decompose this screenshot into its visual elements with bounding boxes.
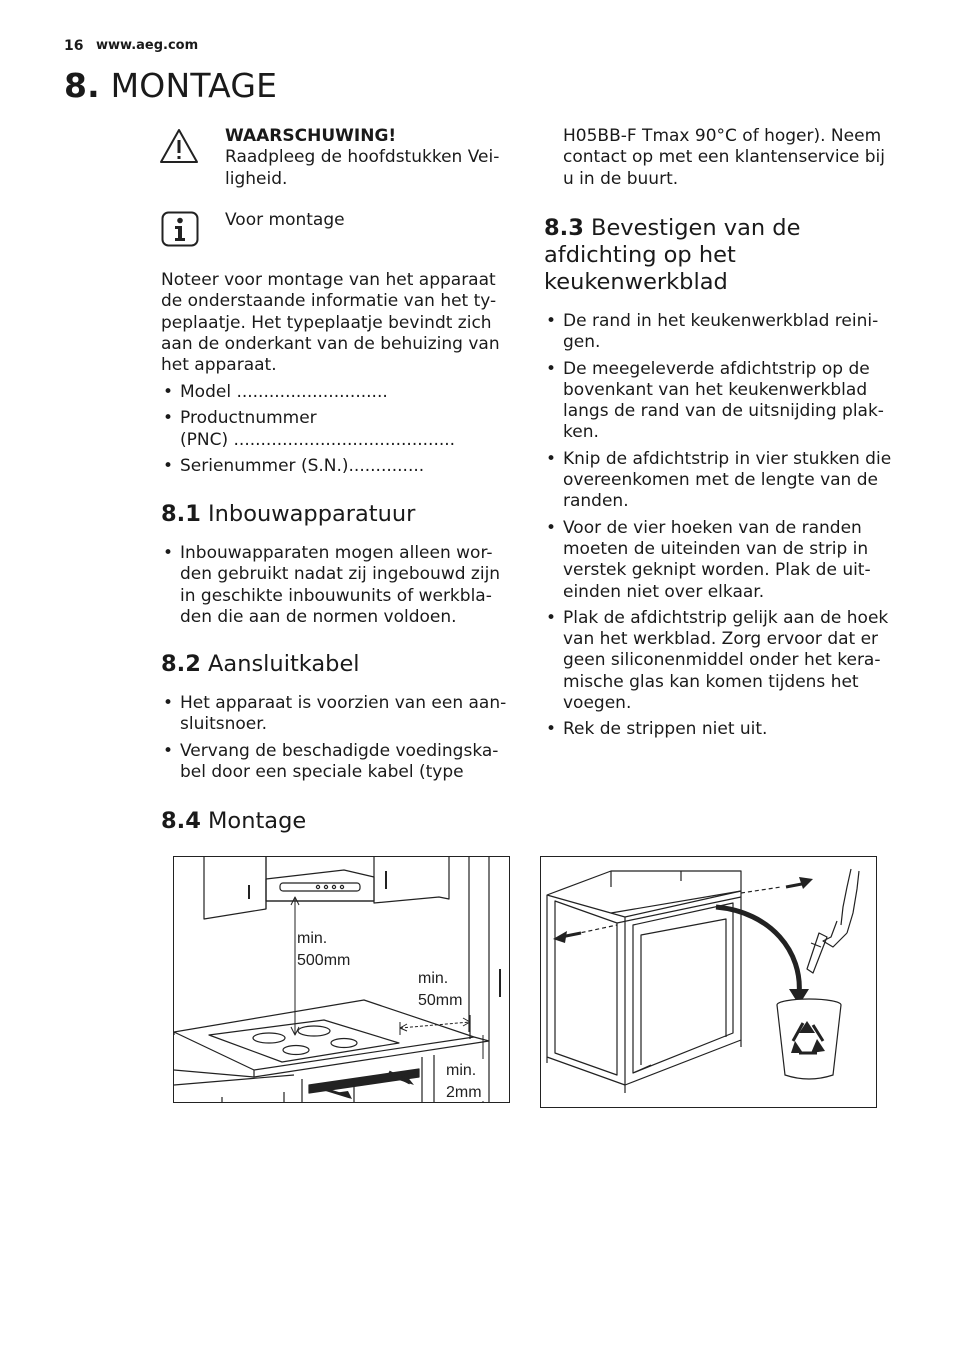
bullet-line: randen. xyxy=(563,491,629,512)
section-8-2-list xyxy=(161,693,521,788)
section-8-1-list xyxy=(161,543,521,633)
bullet-line: in geschikte inbouwunits of werkbla- xyxy=(180,585,492,606)
continuation-line: H05BB-F Tmax 90°C of hoger). Neem xyxy=(563,126,882,146)
bullet-line: • Het apparaat is voorzien van een aan- xyxy=(180,693,507,713)
model-text: Model ............................ xyxy=(180,382,388,402)
bullet-line: ken. xyxy=(563,422,599,443)
warning-triangle-icon xyxy=(158,127,200,165)
pnc-line-1: • Productnummer xyxy=(180,408,317,429)
bullet-line: • De meegeleverde afdichtstrip op de xyxy=(563,358,870,379)
section-8-4-heading xyxy=(161,808,306,835)
cable-continuation xyxy=(563,126,903,190)
intro-line: de onderstaande informatie van het ty- xyxy=(161,291,497,312)
continuation-line: u in de buurt. xyxy=(563,168,679,189)
gap-clearance-min: min. xyxy=(446,1062,477,1079)
section-8-1-heading xyxy=(161,501,415,528)
section-number: 8.3 xyxy=(544,215,584,241)
section-title: Aansluitkabel xyxy=(208,651,360,677)
intro-line: aan de onderkant van de behuizing van xyxy=(161,333,500,354)
bullet-line: bel door een speciale kabel (type xyxy=(180,761,464,782)
info-icon xyxy=(161,211,199,247)
list-item xyxy=(544,608,904,714)
bullet-line: den die aan de normen voldoen. xyxy=(180,606,457,627)
list-item xyxy=(544,449,904,513)
list-item xyxy=(161,693,521,736)
list-item-pnc xyxy=(161,408,521,451)
section-8-2-heading xyxy=(161,651,360,678)
pnc-line-2: (PNC) ......................................... xyxy=(180,429,456,450)
warning-label: WAARSCHUWING! xyxy=(225,126,397,146)
figure-cabinet-preparation xyxy=(540,856,877,1108)
bullet-line: • Rek de strippen niet uit. xyxy=(563,719,768,740)
list-item xyxy=(544,311,904,354)
intro-line: Noteer voor montage van het apparaat xyxy=(161,270,496,290)
intro-line: peplaatje. Het typeplaatje bevindt zich xyxy=(161,312,492,333)
gap-clearance-value: 2mm xyxy=(446,1084,482,1101)
bullet-line: gen. xyxy=(563,332,601,353)
side-clearance-value: 50mm xyxy=(418,992,463,1009)
bullet-line: sluitsnoer. xyxy=(180,714,268,735)
bullet-line: geen siliconenmiddel onder het kera- xyxy=(563,650,881,671)
section-8-3-heading xyxy=(544,215,904,296)
intro-paragraph xyxy=(161,270,521,376)
nameplate-list xyxy=(161,382,521,482)
section-number: 8.1 xyxy=(161,501,201,527)
figure-installation-clearances xyxy=(173,856,510,1103)
section-title: Inbouwapparatuur xyxy=(208,501,416,527)
bullet-line: • Knip de afdichtstrip in vier stukken die xyxy=(563,448,892,469)
chapter-title xyxy=(64,66,277,105)
section-number: 8.4 xyxy=(161,808,201,834)
recycle-bin-icon xyxy=(777,999,841,1079)
bullet-line: einden niet over elkaar. xyxy=(563,581,765,602)
section-title-line: keukenwerkblad xyxy=(544,269,728,295)
list-item-serial xyxy=(161,456,521,477)
info-text: Voor montage xyxy=(225,210,345,230)
bullet-line: moeten de uiteinden van de strip in xyxy=(563,538,869,559)
page-number: 16 xyxy=(64,38,84,54)
bullet-line: • Voor de vier hoeken van de randen xyxy=(563,517,862,538)
list-item xyxy=(161,741,521,784)
bullet-line: van het werkblad. Zorg ervoor dat er xyxy=(563,629,879,650)
chapter-number: 8. xyxy=(64,66,100,105)
bullet-line: voegen. xyxy=(563,693,632,714)
bullet-line: • De rand in het keukenwerkblad reini- xyxy=(563,311,879,331)
list-item xyxy=(161,543,521,628)
warning-block xyxy=(225,126,515,190)
list-item xyxy=(544,359,904,444)
section-title-line: afdichting op het xyxy=(544,242,736,268)
list-item xyxy=(544,518,904,603)
warning-line-2: ligheid. xyxy=(225,168,288,189)
bullet-line: den gebruikt nadat zij ingebouwd zijn xyxy=(180,564,501,585)
side-clearance-min: min. xyxy=(418,970,449,987)
website-link[interactable]: www.aeg.com xyxy=(96,38,199,53)
bullet-line: • Plak de afdichtstrip gelijk aan de hoek xyxy=(563,607,889,628)
section-title-line: Bevestigen van de xyxy=(591,215,801,241)
list-item xyxy=(544,719,904,740)
list-item-model xyxy=(161,382,521,403)
bullet-line: langs de rand van de uitsnijding plak- xyxy=(563,401,884,422)
serial-text: Serienummer (S.N.).............. xyxy=(180,455,425,476)
section-title: Montage xyxy=(208,808,307,834)
bullet-line: • Inbouwapparaten mogen alleen wor- xyxy=(180,543,493,563)
bullet-line: mische glas kan komen tijdens het xyxy=(563,671,859,692)
chapter-name: MONTAGE xyxy=(110,66,278,105)
hood-clearance-min: min. xyxy=(297,930,328,947)
bullet-line: bovenkant van het keukenwerkblad xyxy=(563,379,868,400)
intro-line: het apparaat. xyxy=(161,355,277,376)
bullet-line: • Vervang de beschadigde voedingska- xyxy=(180,740,499,761)
bullet-line: verstek geknipt worden. Plak de uit- xyxy=(563,560,871,581)
warning-line-1: Raadpleeg de hoofdstukken Vei- xyxy=(225,147,500,168)
cabinet-drawing xyxy=(541,857,876,1107)
continuation-line: contact op met een klantenservice bij xyxy=(563,147,885,168)
section-8-3-list xyxy=(544,311,904,746)
installation-drawing xyxy=(174,857,509,1102)
hood-clearance-value: 500mm xyxy=(297,952,351,969)
section-number: 8.2 xyxy=(161,651,201,677)
bullet-line: overeenkomen met de lengte van de xyxy=(563,470,878,491)
